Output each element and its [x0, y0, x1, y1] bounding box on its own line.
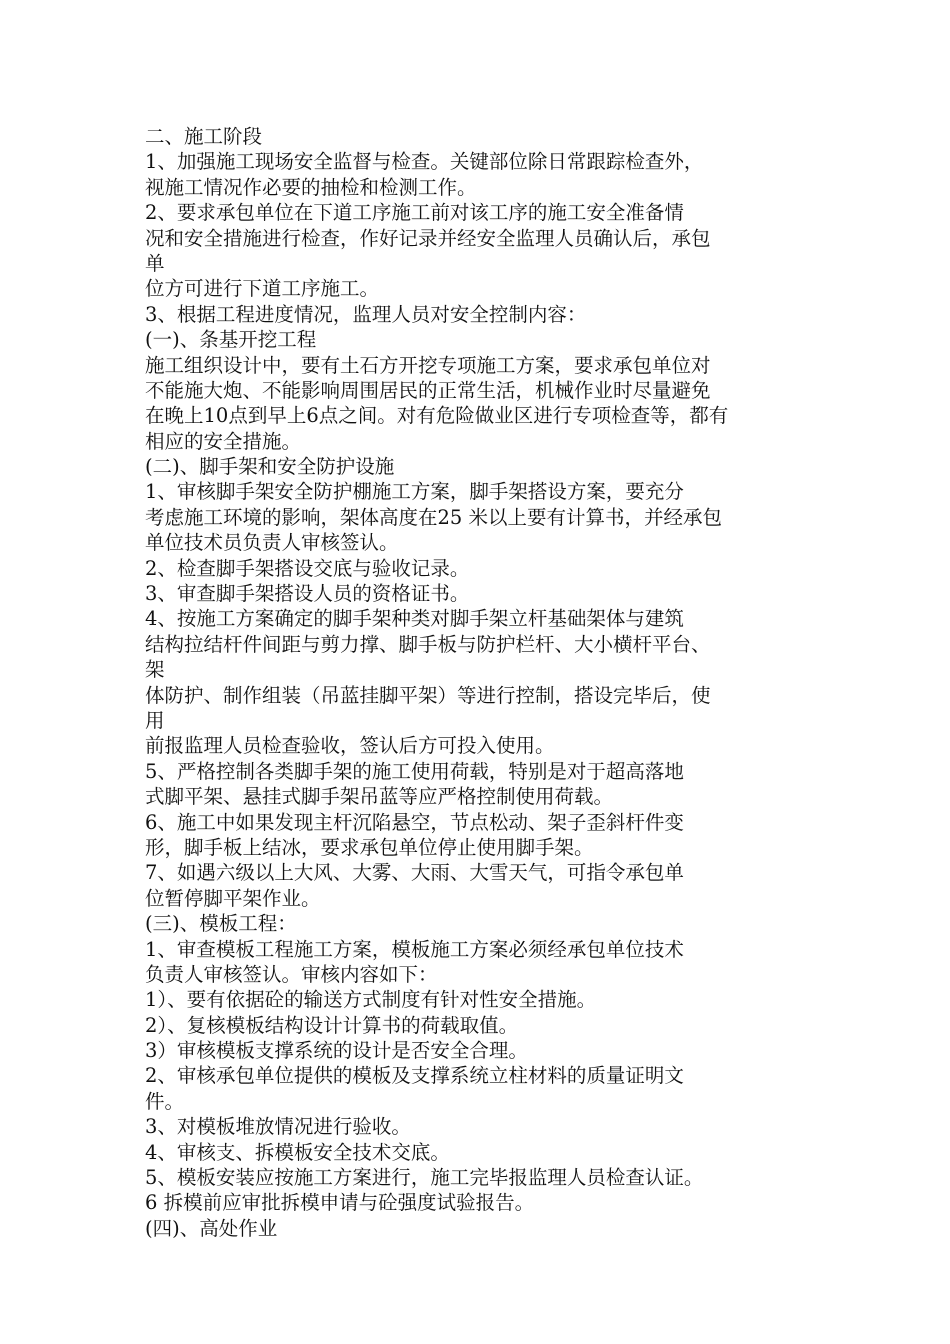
text-line: 形，脚手板上结冰，要求承包单位停止使用脚手架。: [145, 835, 594, 859]
text-line: 式脚平架、悬挂式脚手架吊蓝等应严格控制使用荷载。: [145, 785, 614, 809]
text-line: 件。: [145, 1089, 185, 1113]
text-line: 7、如遇六级以上大风、大雾、大雨、大雪天气，可指令承包单: [145, 861, 684, 885]
text-line: 2、检查脚手架搭设交底与验收记录。: [145, 556, 470, 580]
text-line: 负责人审核签认。审核内容如下：: [145, 962, 438, 986]
text-line: 2、要求承包单位在下道工序施工前对该工序的施工安全准备情: [145, 201, 684, 225]
text-line: 单位技术员负责人审核签认。: [145, 531, 399, 555]
text-line: 单: [145, 251, 165, 275]
text-line: 5、严格控制各类脚手架的施工使用荷载，特别是对于超高落地: [145, 759, 684, 783]
text-line: 前报监理人员检查验收，签认后方可投入使用。: [145, 734, 555, 758]
text-line: 1、审核脚手架安全防护棚施工方案，脚手架搭设方案，要充分: [145, 480, 684, 504]
text-line: 施工组织设计中，要有土石方开挖专项施工方案，要求承包单位对: [145, 353, 711, 377]
text-line: 用: [145, 708, 165, 732]
text-line: 3、根据工程进度情况，监理人员对安全控制内容：: [145, 302, 587, 326]
text-line: 不能施大炮、不能影响周围居民的正常生活，机械作业时尽量避免: [145, 378, 711, 402]
text-line: 3、对模板堆放情况进行验收。: [145, 1115, 411, 1139]
text-line: 4、按施工方案确定的脚手架种类对脚手架立杆基础架体与建筑: [145, 607, 684, 631]
text-line: 1、审查模板工程施工方案，模板施工方案必须经承包单位技术: [145, 937, 684, 961]
subsection-heading: (三)、模板工程：: [145, 912, 297, 936]
text-line: 体防护、制作组装（吊蓝挂脚平架）等进行控制，搭设完毕后，使: [145, 683, 711, 707]
text-line: 考虑施工环境的影响，架体高度在25 米以上要有计算书，并经承包: [145, 505, 723, 529]
text-line: 位方可进行下道工序施工。: [145, 277, 380, 301]
text-line: 6、施工中如果发现主杆沉陷悬空，节点松动、架子歪斜杆件变: [145, 810, 684, 834]
text-line: 4、审核支、拆模板安全技术交底。: [145, 1140, 450, 1164]
subsection-heading: (一)、条基开挖工程: [145, 328, 317, 352]
text-line: 况和安全措施进行检查，作好记录并经安全监理人员确认后，承包: [145, 226, 711, 250]
text-line: 1）、要有依据砼的输送方式制度有针对性安全措施。: [145, 988, 597, 1012]
text-line: 架: [145, 658, 165, 682]
text-line: 5、模板安装应按施工方案进行，施工完毕报监理人员检查认证。: [145, 1166, 704, 1190]
text-line: 2）、复核模板结构设计计算书的荷载取值。: [145, 1013, 519, 1037]
text-line: 3）审核模板支撑系统的设计是否安全合理。: [145, 1039, 528, 1063]
document-body: [145, 124, 825, 1241]
subsection-heading: (二)、脚手架和安全防护设施: [145, 455, 395, 479]
text-line: 相应的安全措施。: [145, 429, 302, 453]
subsection-heading: (四)、高处作业: [145, 1216, 278, 1240]
text-line: 3、审查脚手架搭设人员的资格证书。: [145, 582, 470, 606]
text-line: 在晚上10点到早上6点之间。对有危险做业区进行专项检查等，都有: [145, 404, 729, 428]
text-line: 结构拉结杆件间距与剪力撑、脚手板与防护栏杆、大小横杆平台、: [145, 632, 711, 656]
text-line: 2、审核承包单位提供的模板及支撑系统立柱材料的质量证明文: [145, 1064, 684, 1088]
text-line: 视施工情况作必要的抽检和检测工作。: [145, 175, 477, 199]
section-heading: 二、施工阶段: [145, 125, 263, 148]
text-line: 6 拆模前应审批拆模申请与砼强度试验报告。: [145, 1191, 535, 1215]
text-line: 1、加强施工现场安全监督与检查。关键部位除日常跟踪检查外，: [145, 150, 704, 174]
text-line: 位暂停脚平架作业。: [145, 886, 321, 910]
